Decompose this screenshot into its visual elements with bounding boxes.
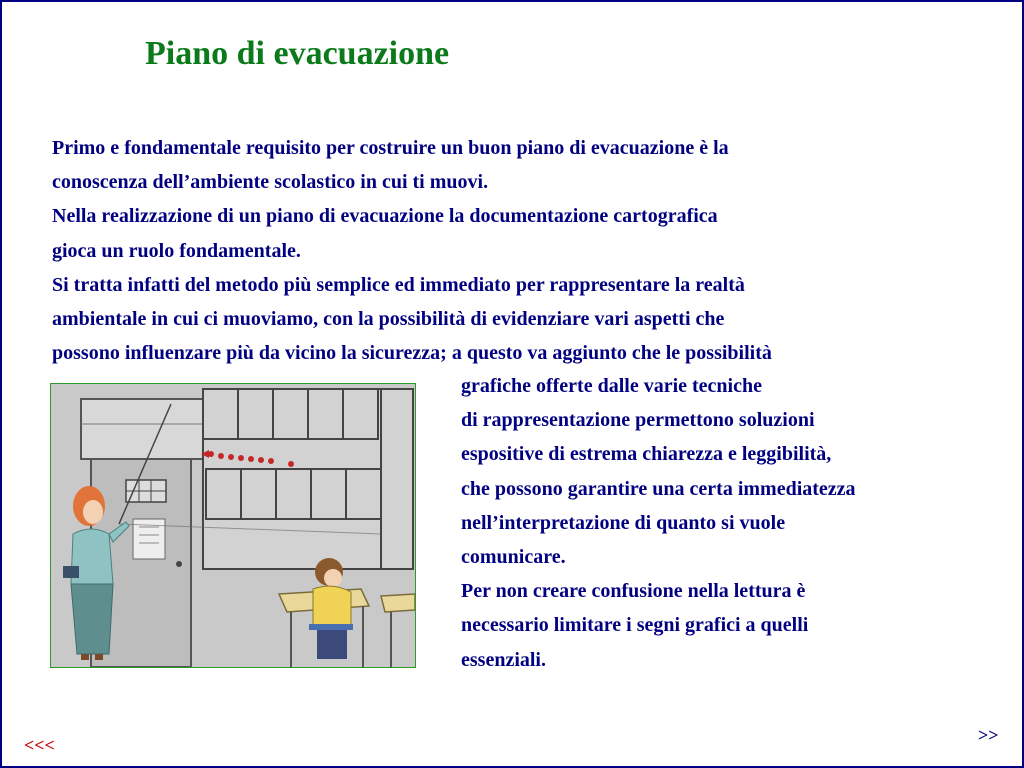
intro-line: Nella realizzazione di un piano di evacuazione la documentazione cartografica <box>52 205 718 228</box>
classroom-scene-svg <box>51 384 415 667</box>
next-slide-link[interactable]: >> <box>978 725 999 745</box>
intro-line: conoscenza dell’ambiente scolastico in cui ti muovi. <box>52 171 489 194</box>
intro-line: Si tratta infatti del metodo più semplice ed immediato per rappresentare la realtà <box>52 273 745 296</box>
side-line: comunicare. <box>461 546 566 569</box>
side-line: Per non creare confusione nella lettura è <box>461 580 806 603</box>
side-line: necessario limitare i segni grafici a quelli <box>461 614 809 637</box>
side-line: grafiche offerte dalle varie tecniche <box>461 375 762 397</box>
side-line: nell’interpretazione di quanto si vuole <box>461 511 786 534</box>
intro-line: ambientale in cui ci muoviamo, con la possibilità di evidenziare vari aspetti che <box>52 308 725 331</box>
wall-window <box>81 399 211 459</box>
side-line: di rappresentazione permettono soluzioni <box>461 409 815 432</box>
side-paragraph <box>461 369 856 677</box>
evacuation-plan-illustration <box>50 383 416 668</box>
intro-line: possono influenzare più da vicino la sicurezza; a questo va aggiunto che le possibilità <box>52 342 772 365</box>
side-line: che possono garantire una certa immediatezza <box>461 477 856 500</box>
previous-slide-link[interactable]: <<< <box>24 735 55 755</box>
slide-title: Piano di evacuazione <box>145 35 450 72</box>
intro-line: gioca un ruolo fondamentale. <box>52 239 301 262</box>
side-line: essenziali. <box>461 648 546 671</box>
side-line: espositive di estrema chiarezza e leggibilità, <box>461 443 832 466</box>
intro-line: Primo e fondamentale requisito per costruire un buon piano di evacuazione è la <box>52 137 729 159</box>
intro-paragraph <box>52 131 772 370</box>
large-floor-plan <box>203 389 413 569</box>
